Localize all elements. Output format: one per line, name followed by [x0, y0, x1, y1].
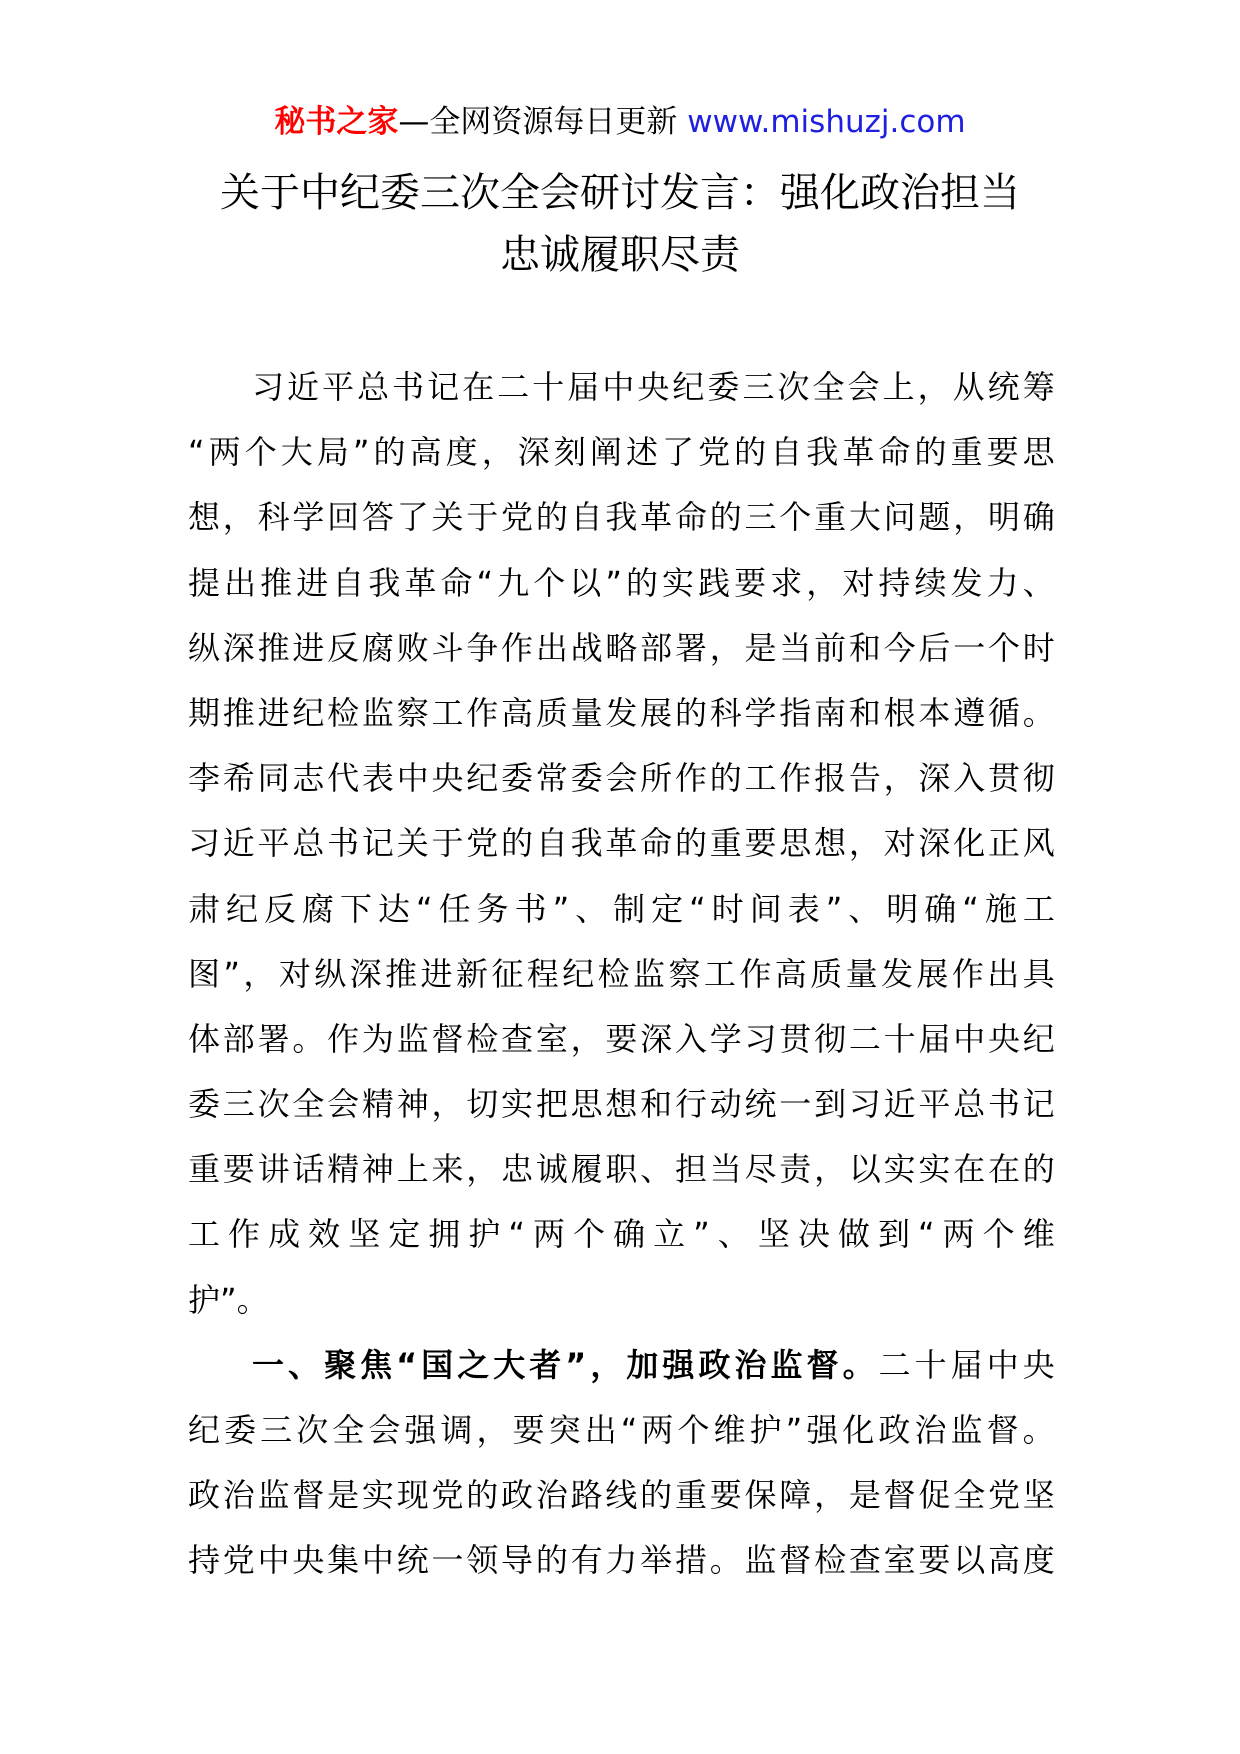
body-line: 重 要 讲 话 精 神 上 来 ， 忠 诚 履 职 、 担 当 尽 责 ， 以 实 实 在 在 的	[188, 1150, 1055, 1189]
paragraph-2	[188, 1333, 1055, 1594]
brand-name: 秘书之家	[274, 104, 399, 140]
body-line: “ 两 个 大 局 ” 的 高 度 ， 深 刻 阐 述 了 党 的 自 我 革 命 的 重 要 思	[188, 433, 1055, 472]
paragraph-1	[188, 355, 1055, 1333]
body-line: 纵 深 推 进 反 腐 败 斗 争 作 出 战 略 部 署 ， 是 当 前 和 今 后 一 个 时	[188, 628, 1055, 667]
body-line: 体 部 署 。 作 为 监 督 检 查 室 ， 要 深 入 学 习 贯 彻 二 十 届 中 央 纪	[188, 1019, 1055, 1058]
title-line-2: 忠诚履职尽责	[500, 232, 740, 278]
body-line: 纪 委 三 次 全 会 强 调 ， 要 突 出 “ 两 个 维 护 ” 强 化 政 治 监 督 。	[188, 1411, 1055, 1449]
document-body	[188, 355, 1055, 1594]
body-line: 委 三 次 全 会 精 神 ， 切 实 把 思 想 和 行 动 统 一 到 习 近 平 总 书 记	[188, 1085, 1055, 1124]
website-link[interactable]: www.mishuzj.com	[687, 104, 966, 140]
page-header	[0, 100, 1240, 144]
document-title	[150, 162, 1090, 286]
body-line: 习 近 平 总 书 记 关 于 党 的 自 我 革 命 的 重 要 思 想 ， 对 深 化 正 风	[188, 824, 1055, 863]
body-line: 肃 纪 反 腐 下 达 “ 任 务 书 ” 、 制 定 “ 时 间 表 ” 、 明 确 “ 施 工	[188, 889, 1055, 928]
title-line-1: 关于中纪委三次全会研讨发言：强化政治担当	[220, 170, 1020, 216]
body-line: 图 ” ， 对 纵 深 推 进 新 征 程 纪 检 监 察 工 作 高 质 量 发 展 作 出 具	[188, 954, 1055, 993]
body-line: 想 ， 科 学 回 答 了 关 于 党 的 自 我 革 命 的 三 个 重 大 问 题 ， 明 确	[188, 498, 1055, 537]
body-line: 李 希 同 志 代 表 中 央 纪 委 常 委 会 所 作 的 工 作 报 告 ， 深 入 贯 彻	[188, 759, 1055, 798]
body-line: 习 近 平 总 书 记 在 二 十 届 中 央 纪 委 三 次 全 会 上 ， 从 统 筹	[252, 368, 1055, 406]
body-line: 持 党 中 央 集 中 统 一 领 导 的 有 力 举 措 。 监 督 检 查 室 要 以 高 度	[188, 1541, 1055, 1580]
header-tagline: —全网资源每日更新	[398, 104, 678, 140]
body-line: 工 作 成 效 坚 定 拥 护 “ 两 个 确 立 ” 、 坚 决 做 到 “ 两 个 维	[188, 1215, 1055, 1254]
body-line: 期 推 进 纪 检 监 察 工 作 高 质 量 发 展 的 科 学 指 南 和 根 本 遵 循 。	[188, 693, 1055, 732]
body-line: 政 治 监 督 是 实 现 党 的 政 治 路 线 的 重 要 保 障 ， 是 督 促 全 党 坚	[188, 1476, 1055, 1515]
body-line: 提 出 推 进 自 我 革 命 “ 九 个 以 ” 的 实 践 要 求 ， 对 持 续 发 力 、	[188, 563, 1055, 602]
section-heading-line: 一 、 聚 焦 “ 国 之 大 者 ” ， 加 强 政 治 监 督 。 二 十 届 中 央	[252, 1345, 1055, 1384]
body-line: 护 ” 。	[188, 1280, 269, 1319]
